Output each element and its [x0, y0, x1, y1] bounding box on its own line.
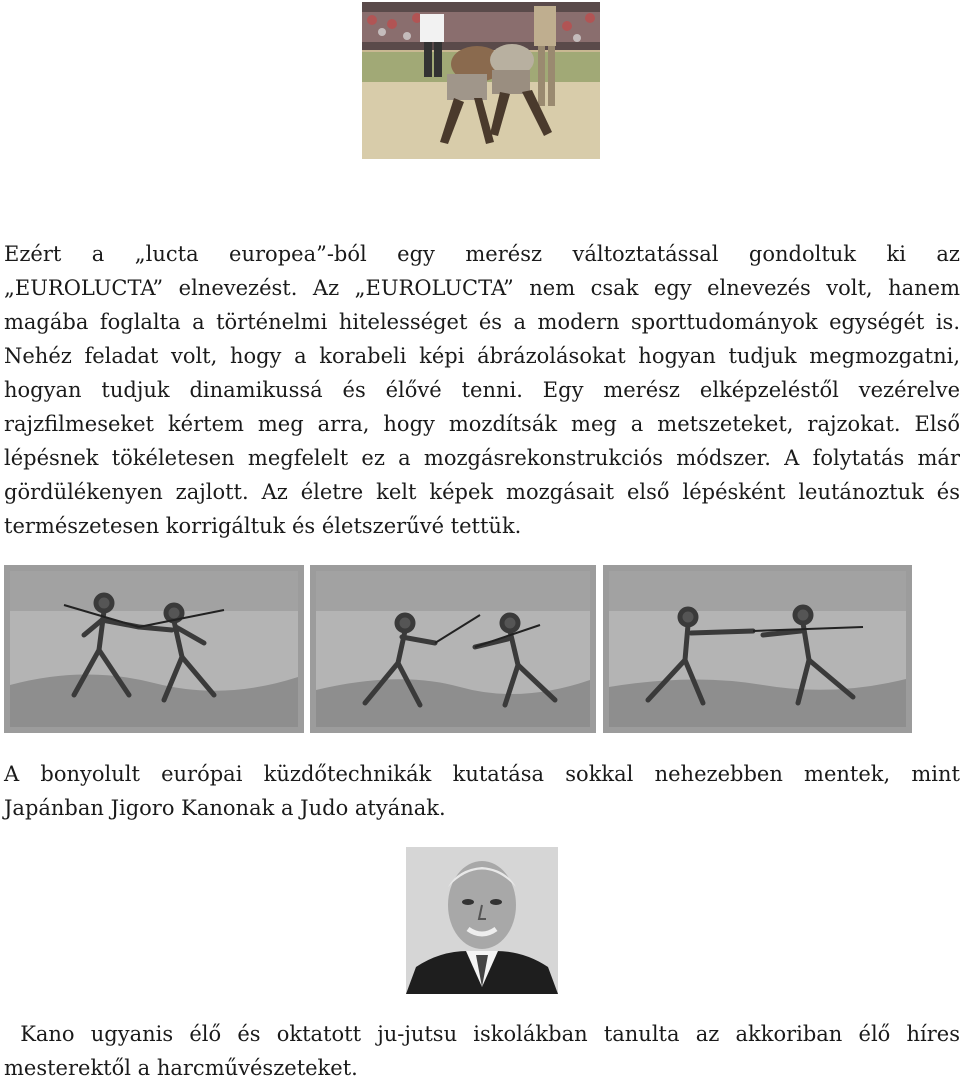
- paragraph-line: hogyan tudjuk dinamikussá és élővé tenni. Egy merész elképzeléstől vezérelve: [4, 378, 960, 402]
- judo-paragraph: [4, 757, 960, 825]
- paragraph-line: lépésnek tökéletesen megfelelt ez a mozgásrekonstrukciós módszer. A folytatás már: [4, 446, 960, 470]
- paragraph-line: mesterektől a harcművészeteket.: [4, 1056, 358, 1080]
- paragraph-line: „EUROLUCTA” elnevezést. Az „EUROLUCTA” nem csak egy elnevezés volt, hanem: [4, 276, 960, 300]
- paragraph-line: rajzfilmeseket kértem meg arra, hogy mozdítsák meg a metszeteket, rajzokat. Első: [4, 412, 960, 436]
- paragraph-line: A bonyolult európai küzdőtechnikák kutatása sokkal nehezebben mentek, mint: [4, 762, 960, 786]
- intro-paragraph: [4, 237, 960, 543]
- jigoro-kano-portrait: [406, 847, 558, 994]
- fencing-engraving-1: [4, 565, 304, 733]
- paragraph-line: magába foglalta a történelmi hitelességet és a modern sporttudományok egységét is.: [4, 310, 960, 334]
- paragraph-line: Ezért a „lucta europea”-ból egy merész változtatással gondoltuk ki az: [4, 242, 960, 266]
- kano-paragraph: [4, 1017, 960, 1085]
- paragraph-line: természetesen korrigáltuk és életszerűvé tettük.: [4, 514, 522, 538]
- paragraph-line: Japánban Jigoro Kanonak a Judo atyának.: [4, 796, 446, 820]
- paragraph-line: gördülékenyen zajlott. Az életre kelt képek mozgásait első lépésként leutánoztuk és: [4, 480, 960, 504]
- wrestling-photo: [362, 2, 600, 159]
- paragraph-line: Nehéz feladat volt, hogy a korabeli képi ábrázolásokat hogyan tudjuk megmozgatni,: [4, 344, 960, 368]
- paragraph-line: Kano ugyanis élő és oktatott ju-jutsu iskolákban tanulta az akkoriban élő híres: [4, 1022, 960, 1046]
- fencing-engraving-3: [603, 565, 912, 733]
- fencing-engraving-2: [310, 565, 596, 733]
